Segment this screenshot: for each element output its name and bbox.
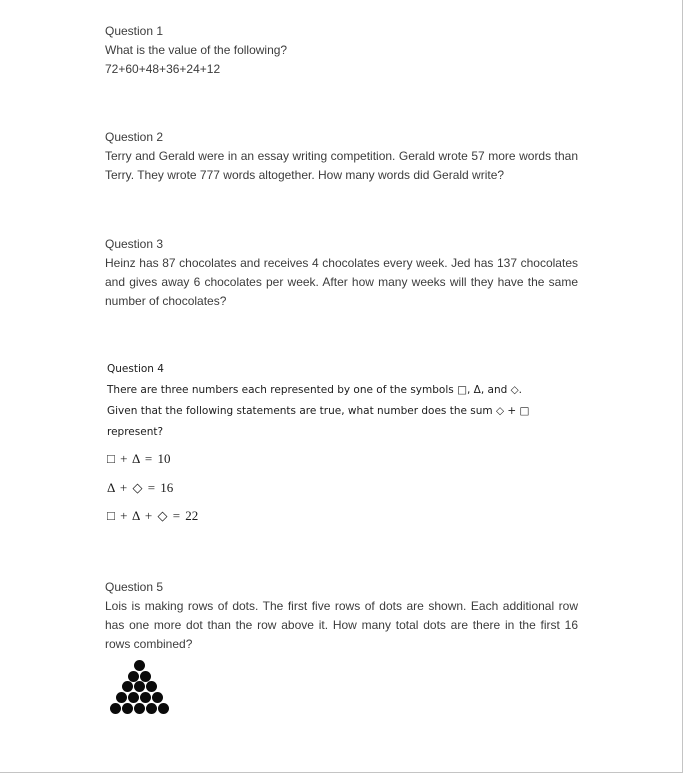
question-3-block xyxy=(105,235,578,311)
question-5-text: Lois is making rows of dots. The first five rows of dots are shown. Each additional row has one more dot than the row above it. How many total dots are there in the first 16 rows combined? xyxy=(105,599,578,651)
question-4-equations xyxy=(107,445,580,531)
question-2-text: Terry and Gerald were in an essay writing competition. Gerald wrote 57 more words than Terry. They wrote 777 words altogether. How many words did Gerald write? xyxy=(105,149,578,182)
question-3-title: Question 3 xyxy=(105,237,164,251)
dot xyxy=(152,692,163,703)
dots-triangle xyxy=(105,660,173,713)
dot-row xyxy=(105,660,173,671)
dot xyxy=(140,692,151,703)
dot xyxy=(122,681,133,692)
dot-row xyxy=(105,703,173,714)
question-5-title: Question 5 xyxy=(105,580,164,594)
dot xyxy=(128,671,139,682)
dot xyxy=(140,671,151,682)
dot-row xyxy=(105,681,173,692)
question-1-block xyxy=(105,22,578,79)
question-2-title: Question 2 xyxy=(105,130,164,144)
question-3-text: Heinz has 87 chocolates and receives 4 chocolates every week. Jed has 137 chocolates and gives away 6 chocolates per week. After how many weeks will they have the same number of chocolates? xyxy=(105,256,578,308)
dot-row xyxy=(105,671,173,682)
question-4-text-line-2: Given that the following statements are true, what number does the sum ◇ + □ xyxy=(107,405,530,417)
dot xyxy=(146,703,157,714)
dot xyxy=(146,681,157,692)
dot xyxy=(134,660,145,671)
question-4-title: Question 4 xyxy=(107,363,164,375)
dot xyxy=(122,703,133,714)
dot xyxy=(134,703,145,714)
question-2-block xyxy=(105,128,578,185)
equation-line-2: Δ + ◇ = 16 xyxy=(107,479,174,495)
dot-row xyxy=(105,692,173,703)
dot xyxy=(110,703,121,714)
question-5-block xyxy=(105,578,578,654)
question-1-title: Question 1 xyxy=(105,24,164,38)
dot xyxy=(134,681,145,692)
equation-line-3: □ + Δ + ◇ = 22 xyxy=(107,508,199,523)
dot xyxy=(128,692,139,703)
question-1-expression: 72+60+48+36+24+12 xyxy=(105,62,221,76)
equation-line-1: □ + Δ = 10 xyxy=(107,451,171,466)
question-4-text-line-1: There are three numbers each represented by one of the symbols □, Δ, and ◇. xyxy=(107,384,523,396)
question-1-prompt: What is the value of the following? xyxy=(105,43,288,57)
dot xyxy=(116,692,127,703)
question-4-block xyxy=(107,359,580,531)
question-4-text-line-3: represent? xyxy=(107,426,164,438)
dot xyxy=(158,703,169,714)
